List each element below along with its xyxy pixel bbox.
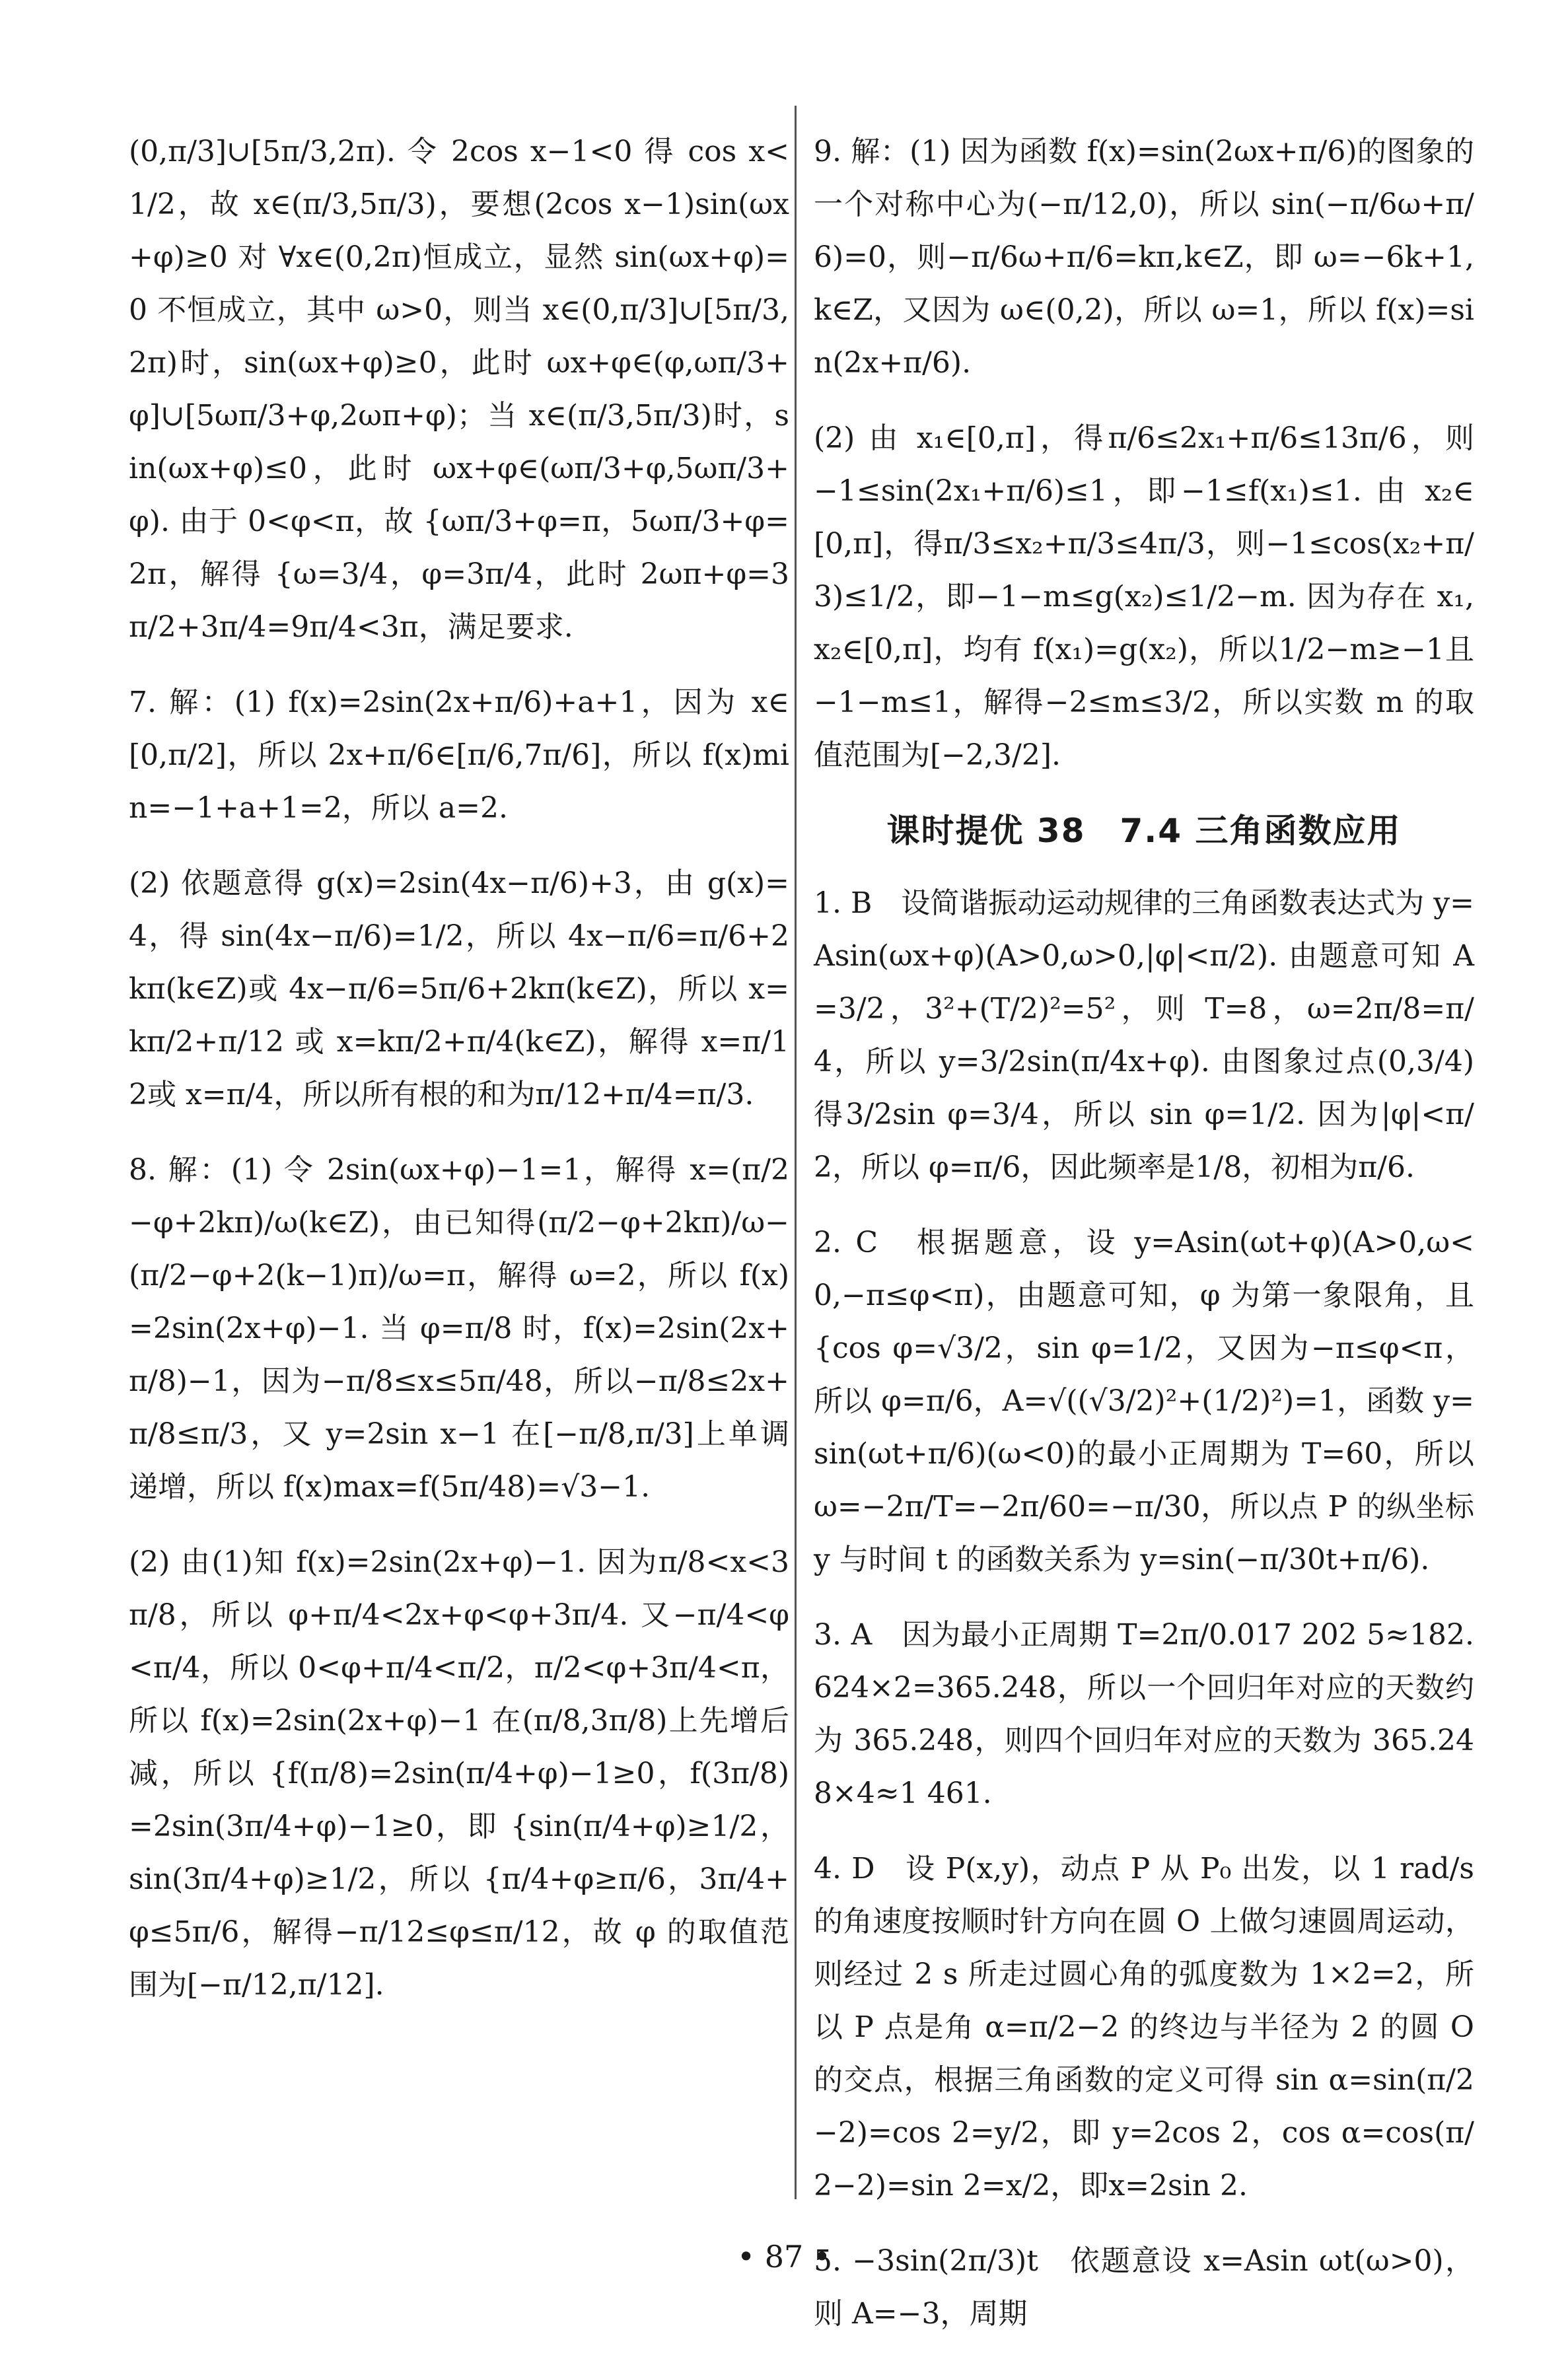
right-column: [814, 125, 1474, 2363]
paragraph: 1. B 设简谐振动运动规律的三角函数表达式为 y=Asin(ωx+φ)(A>0,ω>0,|φ|<π/2). 由题意可知 A=3/2，3²+(T/2)²=5²，则 T=8，ω=2π/8=π/4，所以 y=3/2sin(π/4x+φ). 由图象过点(0,3/4)得3/2sin φ=3/4，所以 sin φ=1/2. 因为|φ|<π/2，所以 φ=π/6，因此频率是1/8，初相为π/6.: [814, 886, 1475, 1184]
paragraph: 5. −3sin(2π/3)t 依题意设 x=Asin ωt(ω>0)，则 A=−3，周期: [814, 2244, 1474, 2331]
paragraph: 8. 解：(1) 令 2sin(ωx+φ)−1=1，解得 x=(π/2−φ+2kπ)/ω(k∈Z)，由已知得(π/2−φ+2kπ)/ω−(π/2−φ+2(k−1)π)/ω=π，解得 ω=2，所以 f(x)=2sin(2x+φ)−1. 当 φ=π/8 时，f(x)=2sin(2x+π/8)−1，因为−π/8≤x≤5π/48，所以−π/8≤2x+π/8≤π/3，又 y=2sin x−1 在[−π/8,π/3]上单调递增，所以 f(x)max=f(5π/48)=√3−1.: [129, 1153, 789, 1504]
paragraph: 9. 解：(1) 因为函数 f(x)=sin(2ωx+π/6)的图象的一个对称中心为(−π/12,0)，所以 sin(−π/6ω+π/6)=0，则−π/6ω+π/6=kπ,k∈Z，即 ω=−6k+1,k∈Z，又因为 ω∈(0,2)，所以 ω=1，所以 f(x)=sin(2x+π/6).: [814, 135, 1474, 380]
paragraph: 7. 解：(1) f(x)=2sin(2x+π/6)+a+1，因为 x∈[0,π/2]，所以 2x+π/6∈[π/6,7π/6]，所以 f(x)min=−1+a+1=2，所以 a=2.: [129, 686, 789, 825]
paragraph: (2) 由(1)知 f(x)=2sin(2x+φ)−1. 因为π/8<x<3π/8，所以 φ+π/4<2x+φ<φ+3π/4. 又−π/4<φ<π/4，所以 0<φ+π/4<π/2，π/2<φ+3π/4<π，所以 f(x)=2sin(2x+φ)−1 在(π/8,3π/8)上先增后减，所以 {f(π/8)=2sin(π/4+φ)−1≥0，f(3π/8)=2sin(3π/4+φ)−1≥0，即 {sin(π/4+φ)≥1/2，sin(3π/4+φ)≥1/2，所以 {π/4+φ≥π/6，3π/4+φ≤5π/6，解得−π/12≤φ≤π/12，故 φ 的取值范围为[−π/12,π/12].: [129, 1545, 789, 2002]
column-divider: [795, 106, 797, 2199]
paragraph: 4. D 设 P(x,y)，动点 P 从 P₀ 出发，以 1 rad/s 的角速度按顺时针方向在圆 O 上做匀速圆周运动，则经过 2 s 所走过圆心角的弧度数为 1×2=2，所以 P 点是角 α=π/2−2 的终边与半径为 2 的圆 O 的交点，根据三角函数的定义可得 sin α=sin(π/2−2)=cos 2=y/2，即 y=2cos 2，cos α=cos(π/2−2)=sin 2=x/2，即x=2sin 2.: [814, 1852, 1474, 2203]
paragraph: 3. A 因为最小正周期 T=2π/0.017 202 5≈182.624×2=365.248，所以一个回归年对应的天数约为 365.248，则四个回归年对应的天数为 365.248×4≈1 461.: [814, 1618, 1474, 1810]
paragraph: (2) 依题意得 g(x)=2sin(4x−π/6)+3，由 g(x)=4，得 sin(4x−π/6)=1/2，所以 4x−π/6=π/6+2kπ(k∈Z)或 4x−π/6=5π/6+2kπ(k∈Z)，所以 x=kπ/2+π/12 或 x=kπ/2+π/4(k∈Z)，解得 x=π/12或 x=π/4，所以所有根的和为π/12+π/4=π/3.: [129, 866, 789, 1111]
section-heading: 课时提优 38 7.4 三角函数应用: [886, 812, 1402, 850]
page-number: • 87 •: [736, 2239, 832, 2275]
paragraph: (0,π/3]∪[5π/3,2π). 令 2cos x−1<0 得 cos x<1/2，故 x∈(π/3,5π/3)，要想(2cos x−1)sin(ωx+φ)≥0 对 ∀x∈(0,2π)恒成立，显然 sin(ωx+φ)=0 不恒成立，其中 ω>0，则当 x∈(0,π/3]∪[5π/3,2π)时，sin(ωx+φ)≥0，此时 ωx+φ∈(φ,ωπ/3+φ]∪[5ωπ/3+φ,2ωπ+φ)；当 x∈(π/3,5π/3)时，sin(ωx+φ)≤0，此时 ωx+φ∈(ωπ/3+φ,5ωπ/3+φ). 由于 0<φ<π，故 {ωπ/3+φ=π，5ωπ/3+φ=2π，解得 {ω=3/4，φ=3π/4，此时 2ωπ+φ=3π/2+3π/4=9π/4<3π，满足要求.: [129, 135, 789, 644]
left-column: [129, 125, 789, 2034]
paragraph: 2. C 根据题意，设 y=Asin(ωt+φ)(A>0,ω<0,−π≤φ<π)，由题意可知，φ 为第一象限角，且 {cos φ=√3/2，sin φ=1/2，又因为−π≤φ<π，所以 φ=π/6，A=√((√3/2)²+(1/2)²)=1，函数 y=sin(ωt+π/6)(ω<0)的最小正周期为 T=60，所以 ω=−2π/T=−2π/60=−π/30，所以点 P 的纵坐标 y 与时间 t 的函数关系为 y=sin(−π/30t+π/6).: [814, 1226, 1474, 1576]
paragraph: (2) 由 x₁∈[0,π]，得π/6≤2x₁+π/6≤13π/6，则−1≤sin(2x₁+π/6)≤1，即−1≤f(x₁)≤1. 由 x₂∈[0,π]，得π/3≤x₂+π/3≤4π/3，则−1≤cos(x₂+π/3)≤1/2，即−1−m≤g(x₂)≤1/2−m. 因为存在 x₁,x₂∈[0,π]，均有 f(x₁)=g(x₂)，所以1/2−m≥−1且−1−m≤1，解得−2≤m≤3/2，所以实数 m 的取值范围为[−2,3/2].: [814, 421, 1474, 772]
